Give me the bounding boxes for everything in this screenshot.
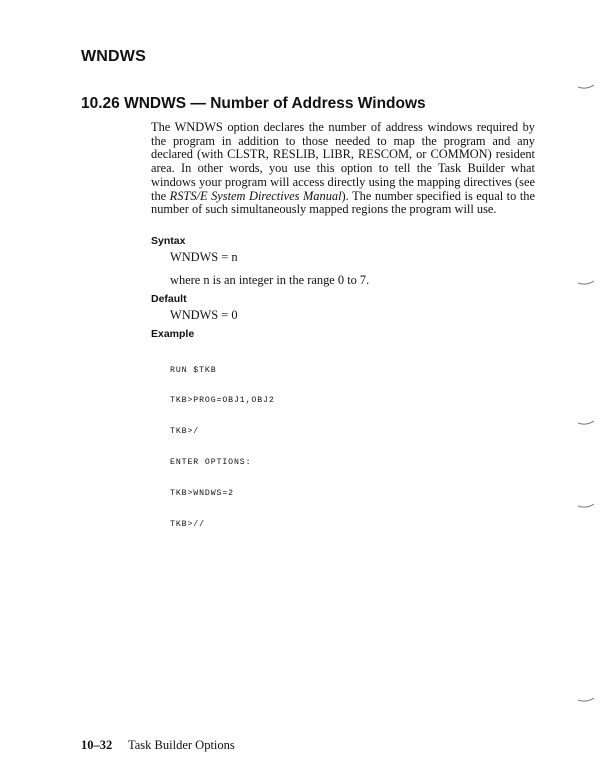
example-line: TKB>// (170, 520, 205, 530)
example-line: TKB>WNDWS=2 (170, 489, 234, 499)
syntax-line: WNDWS = n (170, 250, 238, 264)
example-heading: Example (151, 328, 195, 340)
example-code-block (170, 345, 275, 551)
binding-mark (578, 420, 594, 426)
example-line: RUN $TKB (170, 365, 217, 375)
binding-mark (578, 84, 594, 90)
section-title: WNDWS — Number of Address Windows (124, 95, 426, 112)
syntax-note: where n is an integer in the range 0 to 7. (170, 273, 370, 287)
default-heading: Default (151, 293, 187, 305)
example-line: TKB>/ (170, 427, 200, 437)
example-line: TKB>PROG=OBJ1,OBJ2 (170, 396, 275, 406)
binding-mark (578, 697, 594, 703)
section-heading (81, 95, 426, 113)
page-number: 10–32 (81, 738, 113, 752)
binding-mark (578, 280, 594, 286)
example-line: ENTER OPTIONS: (170, 458, 252, 468)
footer-label: Task Builder Options (128, 738, 235, 752)
running-head: WNDWS (81, 48, 146, 65)
option-description (151, 121, 535, 217)
manual-title: RSTS/E System Directives Manual (169, 188, 342, 203)
description-part-1: The WNDWS option declares the number of address windows required by the program in addition to those needed to map the program and any declared (with CLSTR, RESLIB, LIBR, RESCOM, or COMMON) resident area. In other words, you use this option to tell the Task Builder what windows your program will access directly using the mapping directives (see the (151, 120, 535, 203)
description-part-2: ). The number specified is equal to the number of such simultaneously mapped regions the program will use. (151, 188, 535, 217)
syntax-heading: Syntax (151, 235, 186, 247)
binding-mark (578, 503, 594, 509)
default-line: WNDWS = 0 (170, 308, 238, 322)
section-number: 10.26 (81, 95, 120, 112)
